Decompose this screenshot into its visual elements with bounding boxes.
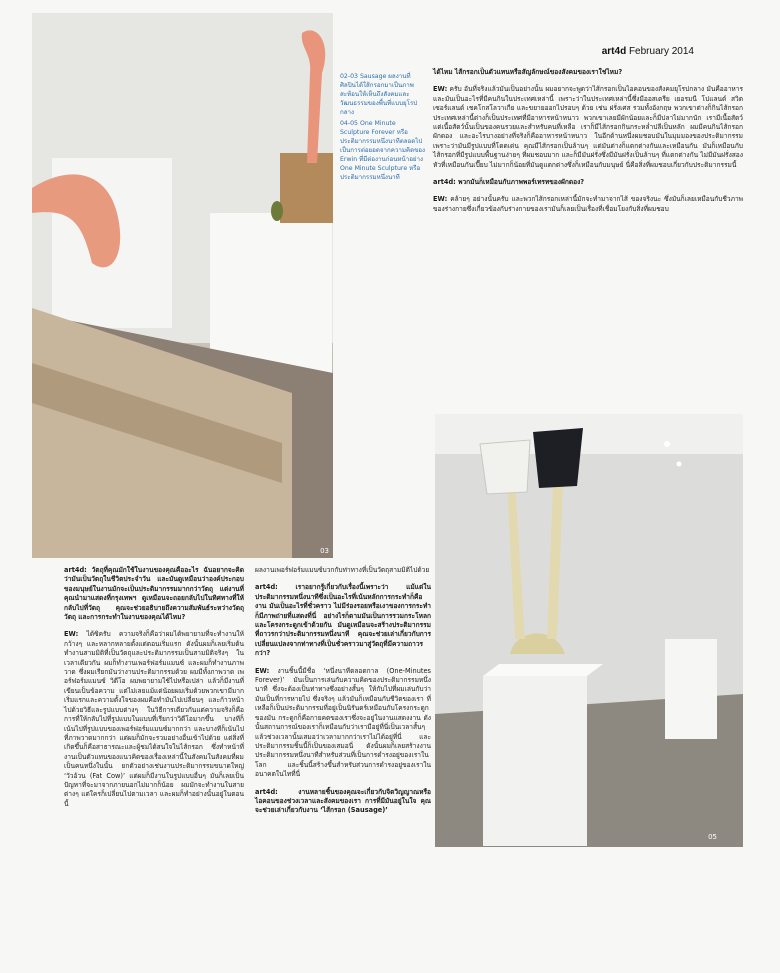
answer-text: งานชิ้นนี้มีชื่อ ‘หนึ่งนาทีตลอดกาล (One-Minutes Forever)’ มันเป็นการเล่นกับความคิดของประติมากรรมหนึ่งนาที ซึ่งจะต้องเป็นท่าทางซึ่งอย่างสั้นๆ ให้กับไปที่ผมเล่นกับว่ามันเป็นที่การหายไป ซึ่งจริงๆ แล้วมันก็เหมือนกับชีวิตของเรา ที่เหลือก็เป็นประติมากรรมที่อยู่เป็นนิรันดร์เหมือนกับโครงกระดูกของมัน กระดูกก็คือกายคตของเราซึ่งจะอยู่ในงานแสดงงาน ดังนั้นสถานการณ์ของเราก็เหมือนกับว่าเรามีอยู่ที่นี่เป็นเวลาสั้นๆ แล้วช่วงเวลานั้นเสมอว่าเวลามากกว่าเราไม่ได้อยู่ที่นี่ และประติมากรรมชิ้นนี้ก็เป็นของเสมอนี่ ดังนั้นผมก็เลยสร้างงานประติมากรรมหนึ่งนาทีสำหรับส่วนที่เป็นการดำรงอยู่ของเราในโลก และชิ้นนี้สร้างขึ้นสำหรับส่วนการดำรงอยู่ของเราในอนาคตในไทที่นี่ [255,666,431,779]
answer [433,195,743,214]
answer-text: ครับ อันที่จริงแล้วมันเป็นอย่างนั้น ผมอยากจะพูดว่าไส้กรอกเป็นไอคอนของสังคมยุโรปกลาง มันคืออาหาร และมันเป็นอะไรที่มีคนกินในประเทศเหล่านี้ เพราะว่าในประเทศเหล่านี้ซึ่งมีออสเตรีย เยอรมนี โปแลนด์ สวิตเซอร์แลนด์ เชคโกสโลวาเกีย และขยายออกไปรอบๆ ด้วย เช่น ฝรั่งเศส รวมทั้งอังกฤษ พวกเขาต่างก็กินไส้กรอก ประเทศเหล่านี้ต่างก็เป็นประเทศที่มีอาหารหน้าหนาว พวกเขาเลยมีผักน้อยและก็มีปลาไม่มากนัก เรามีเนื้อสัตว์แต่เนื้อสัตว์นั้นเป็นของคนรวยและสำหรับคนที่เหลือ เราก็มีไส้กรอกกินกระหล่ำปลีเป็นหลัก ผมมีคนกินไส้กรอก ผักดอง และอะไรบางอย่างที่จริงก็คืออาหารหน้าหนาว ในอีกด้านหนึ่งผมชอบมันในมุมมองของประติมากรรม เพราะว่ามันมีรูปแบบที่โดดเด่น คุณมีไส้กรอกเป็นล้านๆ แต่มันต่างก็แตกต่างกันและเหมือนกัน มันก็เหมือนกับไส้กรอกที่มีรูปแบบพื้นฐานง่ายๆ ที่ผมชอบมาก และก็มีมันฝรั่งซึ่งมีมันฝรั่งเป็นล้านๆ ที่แตกต่างกัน ไม่มีมันฝรั่งสองหัวที่เหมือนกันเปี๊ยบ ไม่มากก็น้อยที่มันดูแตกต่างซึ่งก็เหมือนกับมนุษย์ นี่คือสิ่งที่ผมชอบเกี่ยวกับประติมากรรมนี้ [433,85,743,169]
speaker-lead: EW: [64,630,79,639]
question: art4d: พวกมันก็เหมือนกับภาพพอร์เทรทของผักดอง? [433,178,585,187]
answer [255,667,431,780]
photo-one-minute-sculpture-forever [435,414,743,847]
white-pedestal-main [483,676,587,846]
speaker-lead: EW: [433,85,448,94]
answer [64,630,244,809]
white-pedestal-small [665,639,717,739]
speaker-lead: EW: [255,666,270,675]
left-column-text [64,566,244,817]
photo-number: 05 [708,833,717,841]
ceiling-light [677,462,682,467]
question: art4d: เราอยากรู้เกี่ยวกับเรื่องนี้เพราะว่า แม้แต่ในประติมากรรมหนึ่งนาทีซึ่งเป็นอะไรที่เน้นหลักการกระทำก็คืองาน มันเป็นอะไรที่ชั่วคราว ไม่มีร่องรอยหรือเงาของการกระทำ ก็มีภาพถ่ายที่แสดงที่นี่ อย่างไรก็ตามมันเป็นการรวมกระโหลกและโครงกระดูกเข้าด้วยกัน มันดูเหมือนจะสร้างประติมากรรมที่ถาวรกว่าประติมากรรมหนึ่งนาที คุณจะช่วยเล่าเกี่ยวกับการเปลี่ยนแปลงจากท่าทางที่เป็นชั่วคราวมาสู่วัตถุที่มีความถาวรกว่า? [255,583,431,658]
answer-text: ได้ซิครับ ความจริงก็คือว่าผมได้พยายามที่จะทำงานให้กว้างๆ และหลากหลายตั้งแต่ตอนเริ่มแรก ดังนั้นผมก็เลยเริ่มต้นทำงานสามมิติที่เป็นวัตถุและประติมากรรมเป็นสามมิติจริงๆ ในเวลาเดียวกัน ผมก็ทำงานเพอร์ฟอร์มแมนซ์ และผมก็ทำงานภาพวาด ซึ่งผมเรียกมันว่างานประติมากรรมด้วย ผมมีทั้งภาพวาด เพอร์ฟอร์มแมนซ์ วิดีโอ ผมพยายามใช้ไปหรือเปล่า แล้วก็มีงานที่เขียนเป็นข้อความ แต่ไม่เลยแม้แต่น้อยผมเริ่มด้วยพวกเขามีมากเริ่มแรกและความตั้งใจของผมคือทำมันไปเปลี่ยนๆ และก้าวหน้าไปด้วยวิธีและรูปแบบต่างๆ ในวิธีการเดียวกันแต่ความจริงก็คือการที่ให้กลับไปที่รูปแบบในแบบที่เรียกว่าวิดีโอมากขึ้น บางทีก็เน้นไปที่รูปแบบของเพอร์ฟอร์มแมนซ์มากกว่า และบางทีก็เน้นไปที่ภาพวาดมากกว่า แต่ผมก็มักจะรวมอย่างอื่นเข้าไปด้วย แต่สิ่งที่เกิดขึ้นก็คือสาธารณะและผู้ชมได้สนใจในไส้กรอก ซึ่งทำหน้าที่งานเป็นตัวแทนของแนวคิดของเรื่องเหล่านี้ในสังคมในสังคมที่ผมเป็นคนหนึ่งในนั้น ยกตัวอย่างเช่นงานประติมากรรมขนาดใหญ่ ‘วัวอ้วน (Fat Cow)’ แต่ผมก็มีงานในรูปแบบอื่นๆ มันก็เลยเป็นปัญหาที่จะมาจากภายนอกไม่มากก็น้อย ผมมักจะทำงานในสายต่างๆ แต่ใครก็เปลี่ยนไปตามเวลา และผมก็ทำอย่างนั้นอยู่ในตอนนี้ [64,630,244,808]
white-pedestal-right [210,213,332,373]
ceiling-light [664,441,670,447]
issue-date: February 2014 [628,46,694,57]
middle-column-text [255,566,431,824]
wooden-box [280,153,333,223]
caption-02-03: 02-03 Sausage ผลงานที่ศิลปินได้ใส้กรอกมาเป็นภาพสะท้อนให้เห็นถึงสังคมและวัฒนธรรมของพื้นที่แบบยุโรปกลาง [340,73,418,116]
pedestal-top [483,664,603,676]
continued-text: ผลงานเพอร์ฟอร์มแมนซ์บวกกับท่าทางที่เป็นวัตถุสามมิติไปด้วย [255,566,430,574]
speaker-lead: EW: [433,195,448,204]
answer [433,85,743,170]
brand-name: art4d [601,46,627,57]
answer-text: คล้ายๆ อย่างนั้นครับ และพวกไส้กรอกเหล่านี้มักจะทำมาจากไส้ ของจริงนะ ซึ่งมันก็เลยเหมือนกับชีวภาพของร่างกายซึ่งเกี่ยวข้องกับร่างกายของเรามันก็เลยเป็นเรื่องที่เชื่อมโยงกับสิ่งที่ผมชอบ [433,195,743,213]
page-header [602,46,694,57]
right-column-text [433,68,743,222]
small-object [271,201,283,221]
caption-04-05: 04-05 One Minute Sculpture Forever หรือ ประติมากรรมหนึ่งนาทีตลอดไป เป็นการต่อยอดจากความคิดของ Erwin ที่มีต่องานก่อนหน้าอย่าง One Minute Sculpture หรือ ประติมากรรมหนึ่งนาที [340,120,426,181]
black-bucket [533,428,583,488]
photo-sausage-installation [32,13,333,558]
question: ได้ไหม ไส้กรอกเป็นตัวแทนหรือสัญลักษณ์ของสังคมของเราใช่ไหม? [433,68,623,76]
question: art4d: วัตถุที่คุณมักใช้ในงานของคุณคืออะไร ฉันอยากจะคิดว่ามันเป็นวัตถุในชีวิตประจำวัน และมันดูเหมือนว่าองค์ประกอบของมนุษย์ในงานมักจะเป็นประติมากรรมมากกว่าวัตถุ แต่งานที่คุณนำมาแสดงที่กรุงเทพฯ ดูเหมือนจะถอยกลับไปในทิศทางที่ให้กลับไปที่วัตถุ คุณจะช่วยอธิบายถึงความสัมพันธ์ระหว่างวัตถุ วัตถุ และการกระทำในงานของคุณได้ไหม? [64,566,244,622]
white-bucket [480,440,530,494]
photo-sculpture-drawing [435,414,743,847]
photo-captions [340,72,426,184]
photo-number: 03 [320,547,329,555]
question: art4d: งานหลายชิ้นของคุณจะเกี่ยวกับจิตวิญญาณหรือไอคอนของช่วงเวลาและสังคมของเรา การที่มีมันอยู่ในใจ คุณจะช่วยเล่าเกี่ยวกับงาน ‘ไส้กรอก (Sausage)’ [255,787,431,815]
photo-sausage-drawing [32,13,333,558]
